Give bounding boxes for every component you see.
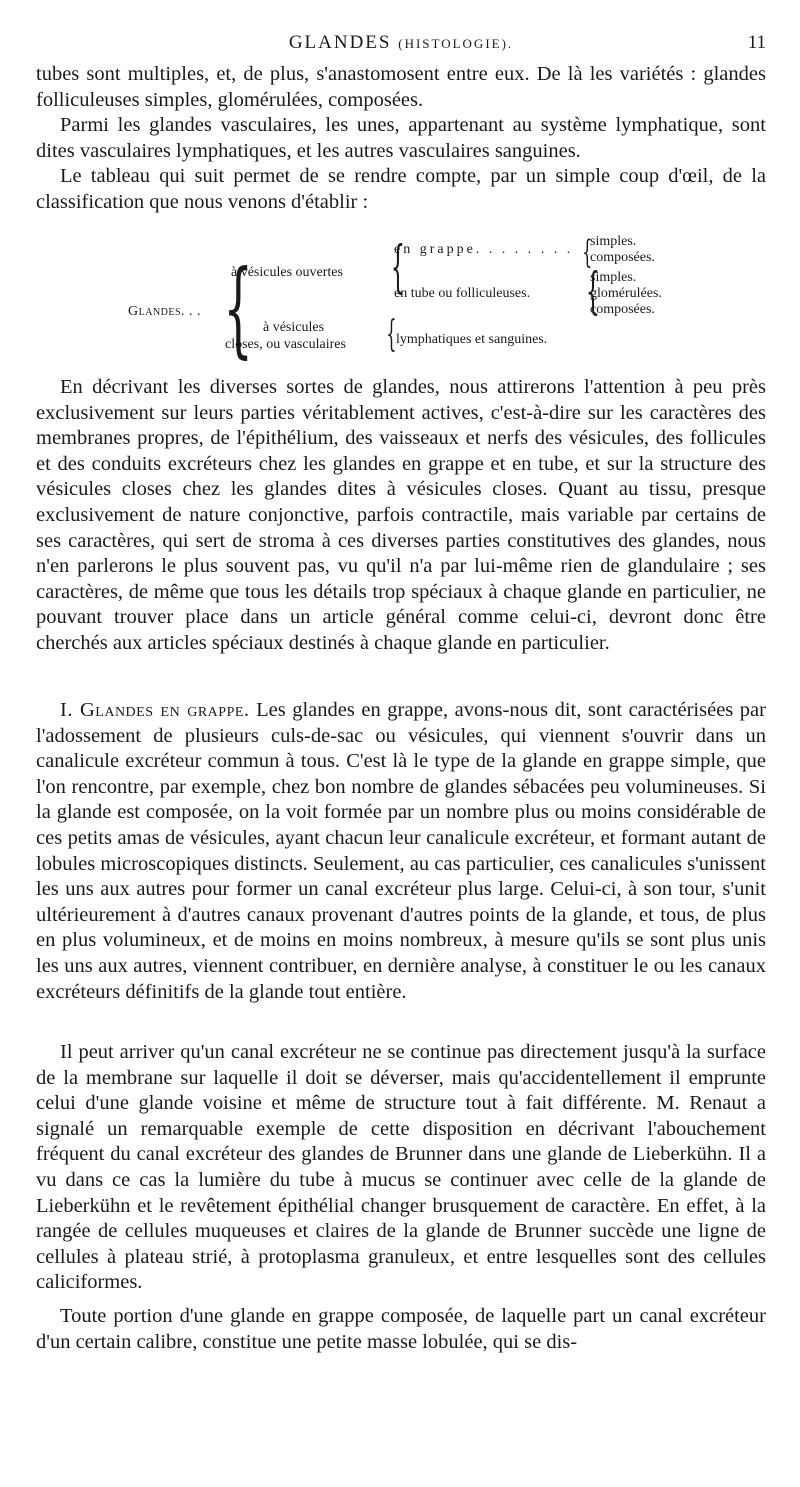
table-open-brace: { [390,235,405,300]
paragraph-vascular: Parmi les glandes vasculaires, les unes, appartenant au système lymphatique, sont dites vasculaires lymphatiques, et les autres vasculaires sanguines. [36,114,766,162]
table-root-brace: { [223,247,253,369]
running-title-subtitle: (HISTOLOGIE). [398,36,514,51]
table-grape-type-composed: composées. [590,250,655,265]
table-root-label: Glandes. . . [128,304,202,319]
paragraph-table-intro: Le tableau qui suit permet de se rendre compte, par un simple coup d'œil, de la classification que nous venons d'établir : [36,165,766,213]
table-grape: en grappe. . . . . . . . [394,242,574,257]
table-closed-line2: closes, ou vasculaires [225,337,346,352]
table-tube-type-simple: simples. [590,270,637,285]
section-grape-glands [36,698,766,1005]
table-tube-type-glomerular: glomérulées. [590,286,662,301]
page-number: 11 [747,32,766,53]
table-grape-brace: { [582,233,593,271]
table-closed-brace: { [386,314,397,355]
running-title [36,32,766,54]
table-tube: en tube ou folliculeuses. [394,286,531,301]
table-tube-brace: { [585,262,601,320]
table-closed-types: lymphatiques et sanguines. [396,332,548,347]
table-tube-type-composed: composées. [590,302,655,317]
paragraph-continuation: tubes sont multiples, et, de plus, s'anastomosent entre eux. De là les variétés : glandes folliculeuses simples, glomérulées, composées. [36,63,766,111]
section-heading: I. Glandes en grappe. [60,699,250,721]
table-closed-line1: à vésicules [263,320,325,335]
running-title-main: GLANDES [288,32,392,53]
paragraph-description: En décrivant les diverses sortes de glandes, nous attirerons l'attention à peu près exclusivement sur leurs parties véritablement actives, c'est-à-dire sur les caractères des membranes propres, de l'épithélium, des vaisseaux et nerfs des vésicules, des follicules et des conduits excréteurs chez les glandes en grappe et en tube, et sur la structure des vésicules closes chez les glandes dites à vésicules closes. Quant au tissu, presque exclusivement de nature conjonctive, parfois contractile, mais variable par certains de ses caractères, qui sert de stroma à ces diverses parties constitutives des glandes, nous n'en parlerons le plus souvent pas, vu qu'il n'a par lui-même rien de glandulaire ; ses caractères, de même que tous les détails trop spéciaux à chaque glande en particulier, ne pouvant trouver place dans un article général comme celui-ci, devront donc être cherchés aux articles spéciaux destinés à chaque glande en particulier. [36,376,766,654]
paragraph-lobulated-mass: Toute portion d'une glande en grappe composée, de laquelle part un canal excréteur d'un certain calibre, constitue une petite masse lobulée, qui se dis- [36,1305,766,1353]
paragraph-excretory-canal: Il peut arriver qu'un canal excréteur ne se continue pas directement jusqu'à la surface de la membrane sur laquelle il doit se déverser, mais qu'accidentellement il emprunte celui d'une glande voisine et même de structure tout à fait différente. M. Renaut a signalé un remarquable exemple de cette disposition en décrivant l'abouchement fréquent du canal excréteur des glandes de Brunner dans une glande de Lieberkühn. Il a vu dans ce cas la lumière du tube à mucus se continuer avec celle de la glande de Lieberkühn et le revêtement épithélial changer brusquement de caractère. En effet, à la rangée de cellules muqueuses et claires de la glande de Brunner succède une ligne de cellules à plateau strié, à protoplasma granuleux, et entre lesquelles sont des cellules caliciformes. [36,1041,766,1294]
table-grape-type-simple: simples. [590,234,637,249]
section-text: Les glandes en grappe, avons-nous dit, sont caractérisées par l'adossement de plusieurs culs-de-sac ou vésicules, qui viennent s'ouvrir dans un canalicule excréteur commun à tous. C'est là le type de la glande en grappe simple, que l'on rencontre, par exemple, chez bon nombre de glandes sébacées peu volumineuses. Si la glande est composée, on la voit formée par un nombre plus ou moins considérable de ces petits amas de vésicules, ayant chacun leur canalicule excréteur, et formant autant de lobules microscopiques distincts. Seulement, au cas particulier, ces canalicules s'unissent les uns aux autres pour former un canal excréteur plus large. Celui-ci, à son tour, s'unit ultérieurement à d'autres canaux provenant d'autres points de la glande, et tous, de plus en plus volumineux, et de moins en moins nombreux, à mesure qu'ils se sont plus unis les uns aux autres, viennent contribuer, en dernière analyse, à constituer le ou les canaux excréteurs définitifs de la glande tout entière. [36,699,766,1003]
table-open-vesicles: à vésicules ouvertes [231,265,343,280]
page-header [36,32,766,56]
